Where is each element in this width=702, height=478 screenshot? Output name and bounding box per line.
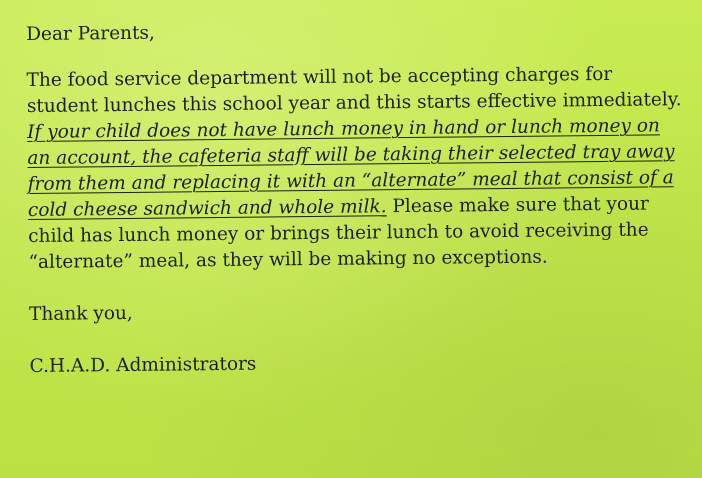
letter-signature: C.H.A.D. Administrators (29, 353, 257, 377)
letter-closing: Thank you, (28, 302, 133, 325)
letter-body-emphasis: If your child does not have lunch money in hand or lunch money on an account, the cafeteria staff will be taking their selected tray away from them and replacing it with an “alternate” meal that consist of a cold cheese sandwich and whole milk. (27, 115, 675, 221)
letter-body (26, 61, 688, 276)
letter-body-intro: The food service department will not be accepting charges for student lunches this school year and this starts effective immediately. (26, 63, 682, 117)
letter-body-rest: Please make sure that your child has lunch money or brings their lunch to avoid receiving the “alternate” meal, as they will be making no exceptions. (28, 193, 649, 273)
letter-greeting: Dear Parents, (26, 22, 155, 45)
letter (26, 15, 690, 380)
